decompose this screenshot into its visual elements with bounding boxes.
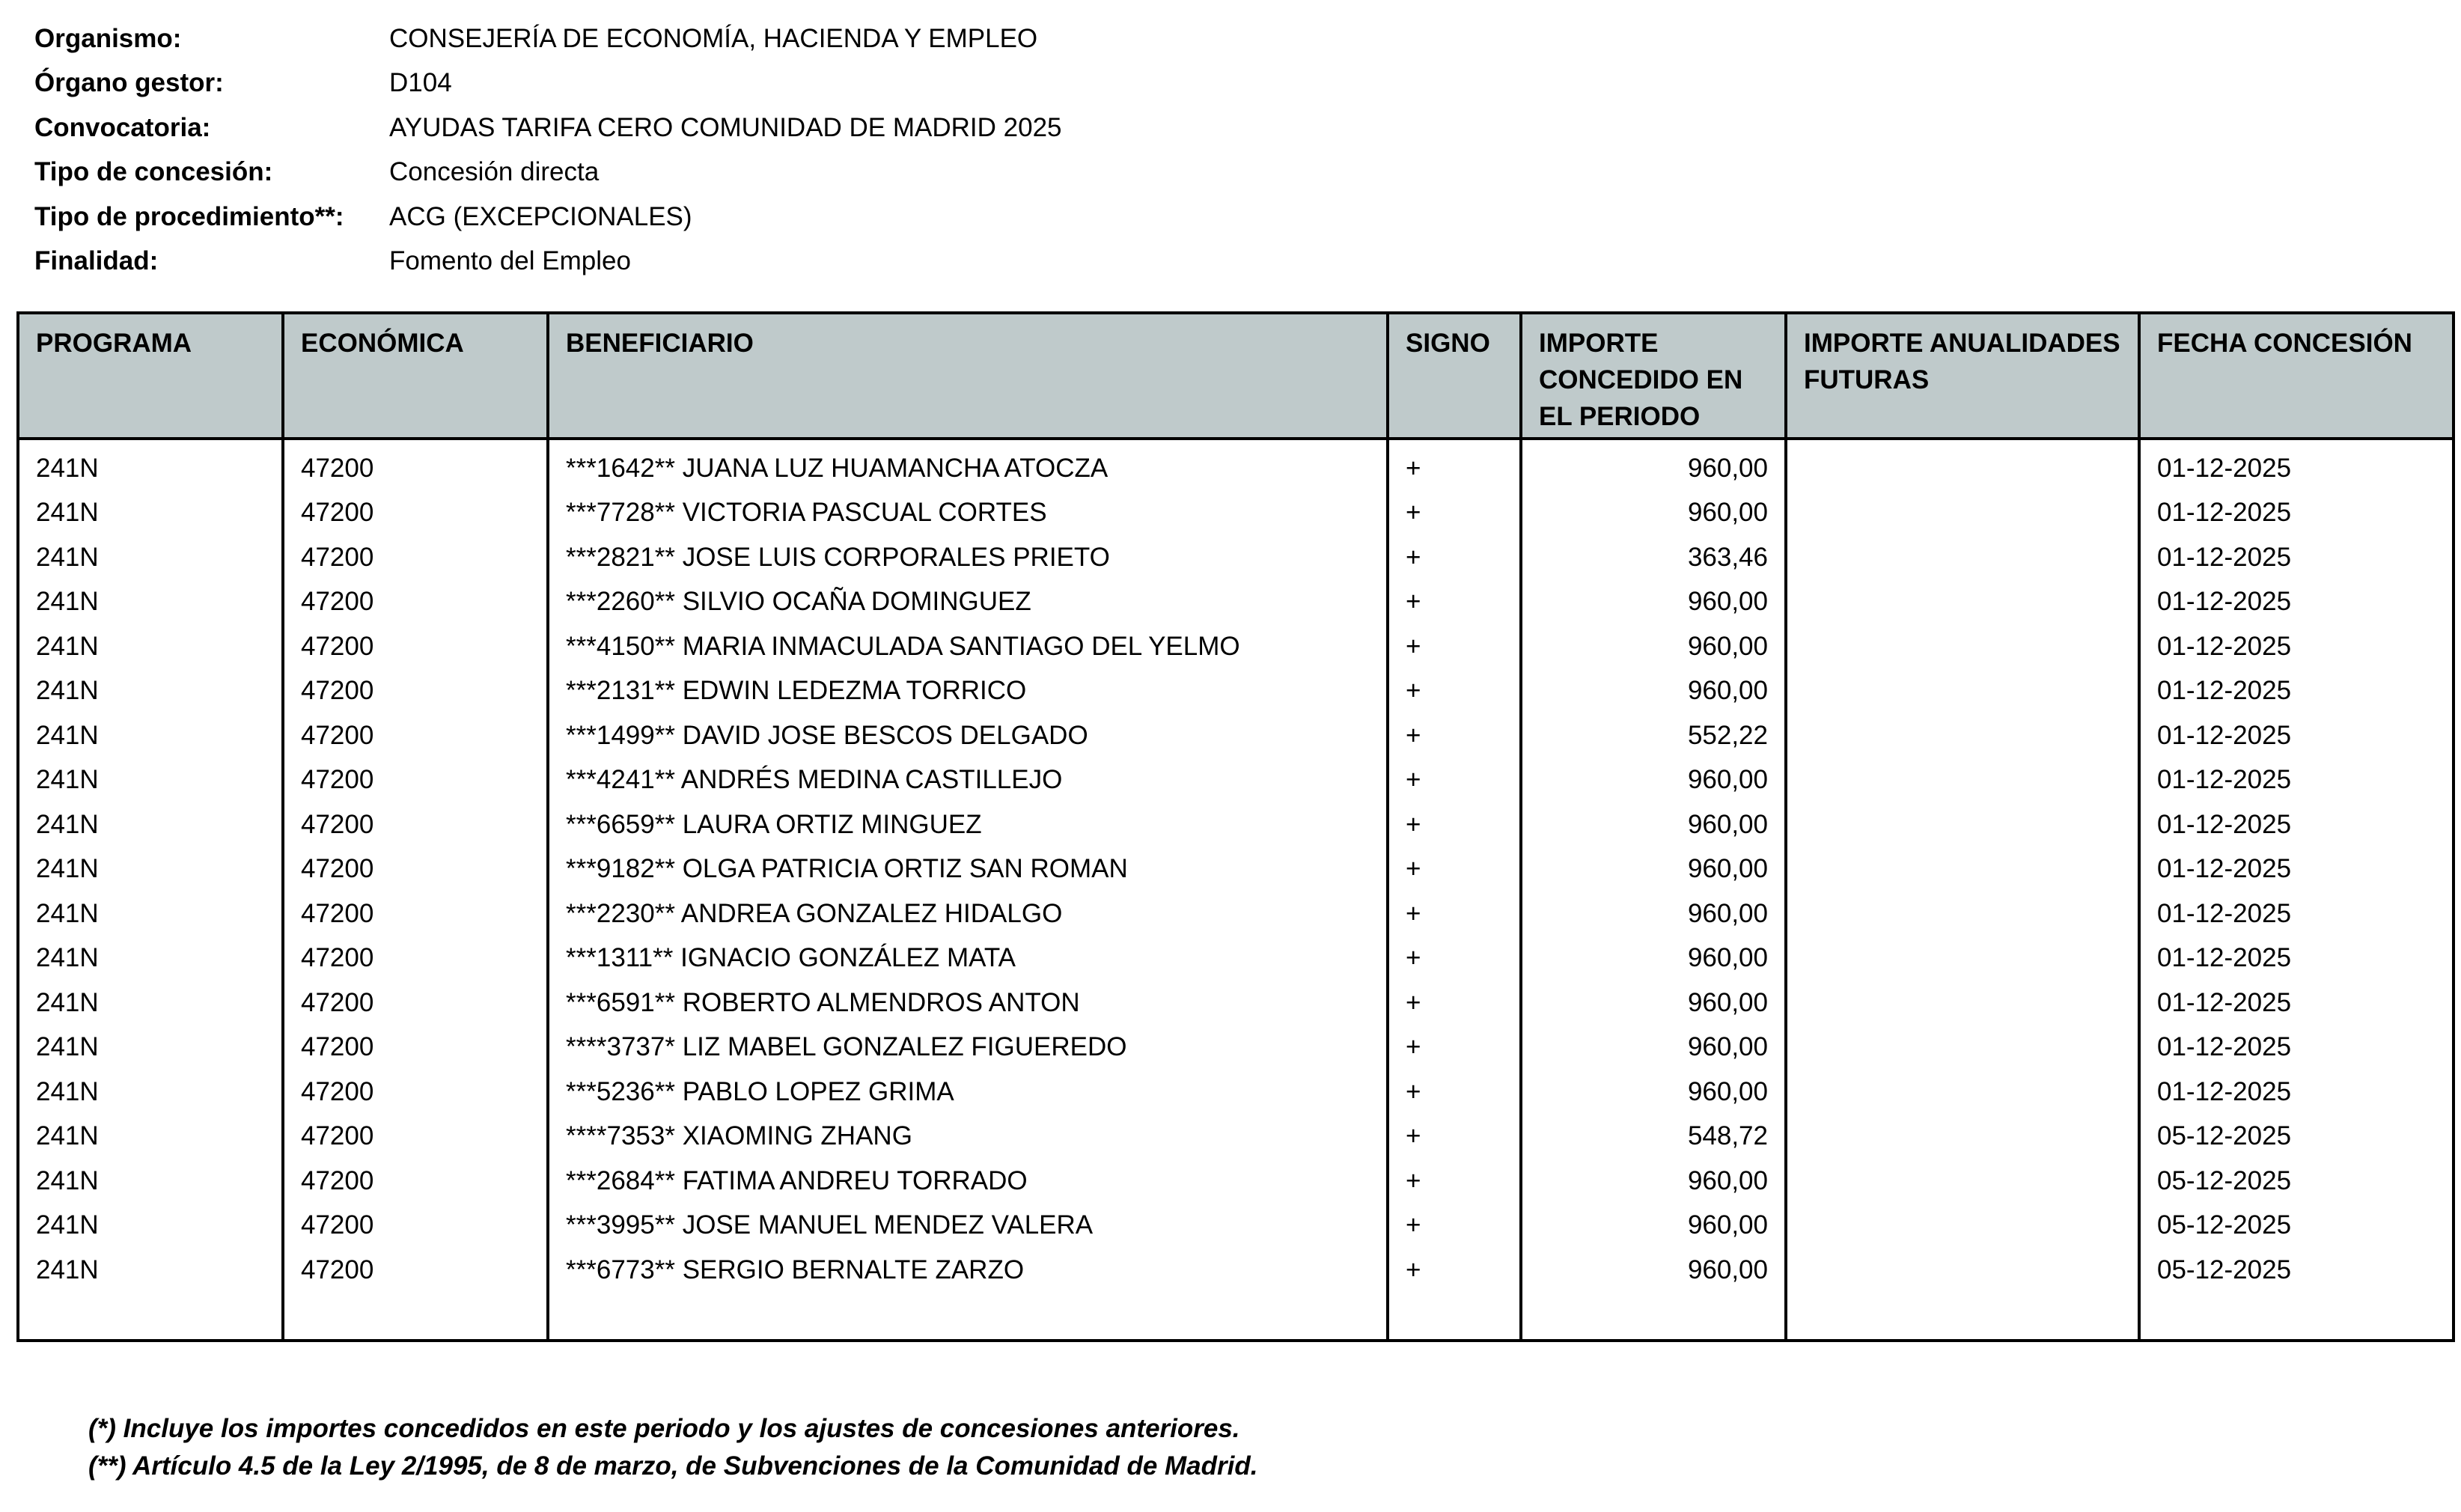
programa-cell: 241N	[18, 847, 283, 892]
fecha-concesion-cell: 01-12-2025	[2139, 535, 2454, 580]
signo-cell: +	[1388, 580, 1521, 625]
importe-concedido-cell: 960,00	[1521, 624, 1786, 669]
beneficiario-cell: ***7728** VICTORIA PASCUAL CORTES	[548, 491, 1388, 536]
economica-cell: 47200	[283, 1159, 548, 1204]
economica-cell: 47200	[283, 891, 548, 936]
importe-anualidades-cell	[1786, 1248, 2139, 1293]
table-row	[18, 535, 2454, 580]
importe-anualidades-cell	[1786, 669, 2139, 714]
table-row	[18, 802, 2454, 847]
signo-cell: +	[1388, 1070, 1521, 1115]
meta-label: Tipo de concesión:	[34, 157, 273, 187]
empty-cell	[2139, 1293, 2454, 1341]
beneficiario-cell: ***2260** SILVIO OCAÑA DOMINGUEZ	[548, 580, 1388, 625]
signo-cell: +	[1388, 491, 1521, 536]
meta-label: Tipo de procedimiento**:	[34, 201, 344, 231]
beneficiario-cell: ***2821** JOSE LUIS CORPORALES PRIETO	[548, 535, 1388, 580]
importe-concedido-cell: 960,00	[1521, 1204, 1786, 1249]
economica-cell: 47200	[283, 713, 548, 758]
beneficiario-cell: ***2230** ANDREA GONZALEZ HIDALGO	[548, 891, 1388, 936]
programa-cell: 241N	[18, 1025, 283, 1070]
table-row	[18, 1159, 2454, 1204]
table-row	[18, 669, 2454, 714]
importe-anualidades-cell	[1786, 802, 2139, 847]
programa-cell: 241N	[18, 981, 283, 1025]
economica-cell: 47200	[283, 758, 548, 803]
signo-cell: +	[1388, 1204, 1521, 1249]
programa-cell: 241N	[18, 713, 283, 758]
economica-cell: 47200	[283, 1070, 548, 1115]
programa-cell: 241N	[18, 669, 283, 714]
meta-label: Órgano gestor:	[34, 68, 224, 98]
fecha-concesion-cell: 05-12-2025	[2139, 1115, 2454, 1159]
programa-cell: 241N	[18, 624, 283, 669]
meta-row-tipo-concesion	[34, 150, 1382, 195]
beneficiario-cell: ****7353* XIAOMING ZHANG	[548, 1115, 1388, 1159]
empty-cell	[1786, 1293, 2139, 1341]
column-header-programa: PROGRAMA	[18, 313, 283, 439]
programa-cell: 241N	[18, 936, 283, 981]
importe-concedido-cell: 548,72	[1521, 1115, 1786, 1159]
importe-anualidades-cell	[1786, 535, 2139, 580]
beneficiario-cell: ***4150** MARIA INMACULADA SANTIAGO DEL YELMO	[548, 624, 1388, 669]
economica-cell: 47200	[283, 439, 548, 491]
signo-cell: +	[1388, 802, 1521, 847]
table-row	[18, 1115, 2454, 1159]
economica-cell: 47200	[283, 669, 548, 714]
beneficiario-cell: ***3995** JOSE MANUEL MENDEZ VALERA	[548, 1204, 1388, 1249]
table-row	[18, 891, 2454, 936]
importe-anualidades-cell	[1786, 847, 2139, 892]
document-metadata	[34, 16, 1382, 284]
meta-row-organo-gestor	[34, 61, 1382, 106]
beneficiario-cell: ***5236** PABLO LOPEZ GRIMA	[548, 1070, 1388, 1115]
programa-cell: 241N	[18, 1159, 283, 1204]
importe-anualidades-cell	[1786, 713, 2139, 758]
column-header-signo: SIGNO	[1388, 313, 1521, 439]
economica-cell: 47200	[283, 936, 548, 981]
importe-concedido-cell: 552,22	[1521, 713, 1786, 758]
beneficiario-cell: ***1642** JUANA LUZ HUAMANCHA ATOCZA	[548, 439, 1388, 491]
importe-anualidades-cell	[1786, 580, 2139, 625]
economica-cell: 47200	[283, 1204, 548, 1249]
beneficiario-cell: ***2684** FATIMA ANDREU TORRADO	[548, 1159, 1388, 1204]
economica-cell: 47200	[283, 802, 548, 847]
footnote-ley: (**) Artículo 4.5 de la Ley 2/1995, de 8 de marzo, de Subvenciones de la Comunidad de Madrid.	[88, 1451, 1258, 1481]
table-row	[18, 1248, 2454, 1293]
importe-concedido-cell: 960,00	[1521, 1070, 1786, 1115]
importe-concedido-cell: 960,00	[1521, 580, 1786, 625]
fecha-concesion-cell: 01-12-2025	[2139, 624, 2454, 669]
fecha-concesion-cell: 01-12-2025	[2139, 936, 2454, 981]
importe-concedido-cell: 960,00	[1521, 891, 1786, 936]
programa-cell: 241N	[18, 1115, 283, 1159]
table-spacer-row	[18, 1293, 2454, 1341]
signo-cell: +	[1388, 535, 1521, 580]
table-row	[18, 580, 2454, 625]
importe-concedido-cell: 960,00	[1521, 1025, 1786, 1070]
signo-cell: +	[1388, 439, 1521, 491]
importe-concedido-cell: 960,00	[1521, 491, 1786, 536]
beneficiario-cell: ***1499** DAVID JOSE BESCOS DELGADO	[548, 713, 1388, 758]
beneficiario-cell: ***4241** ANDRÉS MEDINA CASTILLEJO	[548, 758, 1388, 803]
programa-cell: 241N	[18, 758, 283, 803]
importe-anualidades-cell	[1786, 624, 2139, 669]
table-row	[18, 1025, 2454, 1070]
column-header-importe-anualidades: IMPORTE ANUALIDADES FUTURAS	[1786, 313, 2139, 439]
column-header-economica: ECONÓMICA	[283, 313, 548, 439]
fecha-concesion-cell: 05-12-2025	[2139, 1204, 2454, 1249]
programa-cell: 241N	[18, 802, 283, 847]
empty-cell	[1521, 1293, 1786, 1341]
meta-label: Organismo:	[34, 23, 182, 53]
footnotes	[88, 1410, 1257, 1485]
importe-concedido-cell: 363,46	[1521, 535, 1786, 580]
meta-value: CONSEJERÍA DE ECONOMÍA, HACIENDA Y EMPLEO	[389, 23, 1038, 53]
grants-table	[16, 311, 2455, 1342]
beneficiario-cell: ****3737* LIZ MABEL GONZALEZ FIGUEREDO	[548, 1025, 1388, 1070]
importe-anualidades-cell	[1786, 1070, 2139, 1115]
signo-cell: +	[1388, 669, 1521, 714]
economica-cell: 47200	[283, 1115, 548, 1159]
meta-value: AYUDAS TARIFA CERO COMUNIDAD DE MADRID 2025	[389, 112, 1062, 142]
table-row	[18, 491, 2454, 536]
economica-cell: 47200	[283, 580, 548, 625]
meta-label: Finalidad:	[34, 246, 159, 276]
beneficiario-cell: ***1311** IGNACIO GONZÁLEZ MATA	[548, 936, 1388, 981]
importe-anualidades-cell	[1786, 891, 2139, 936]
signo-cell: +	[1388, 1025, 1521, 1070]
fecha-concesion-cell: 01-12-2025	[2139, 669, 2454, 714]
signo-cell: +	[1388, 1248, 1521, 1293]
fecha-concesion-cell: 05-12-2025	[2139, 1159, 2454, 1204]
economica-cell: 47200	[283, 847, 548, 892]
programa-cell: 241N	[18, 891, 283, 936]
economica-cell: 47200	[283, 535, 548, 580]
signo-cell: +	[1388, 1115, 1521, 1159]
fecha-concesion-cell: 01-12-2025	[2139, 713, 2454, 758]
importe-anualidades-cell	[1786, 981, 2139, 1025]
column-header-beneficiario: BENEFICIARIO	[548, 313, 1388, 439]
fecha-concesion-cell: 01-12-2025	[2139, 1070, 2454, 1115]
meta-row-finalidad	[34, 240, 1382, 284]
beneficiario-cell: ***9182** OLGA PATRICIA ORTIZ SAN ROMAN	[548, 847, 1388, 892]
meta-value: D104	[389, 68, 452, 98]
importe-concedido-cell: 960,00	[1521, 758, 1786, 803]
table-row	[18, 1204, 2454, 1249]
fecha-concesion-cell: 01-12-2025	[2139, 847, 2454, 892]
table-row	[18, 847, 2454, 892]
importe-anualidades-cell	[1786, 936, 2139, 981]
beneficiario-cell: ***2131** EDWIN LEDEZMA TORRICO	[548, 669, 1388, 714]
beneficiario-cell: ***6773** SERGIO BERNALTE ZARZO	[548, 1248, 1388, 1293]
table-row	[18, 439, 2454, 491]
importe-concedido-cell: 960,00	[1521, 1159, 1786, 1204]
empty-cell	[283, 1293, 548, 1341]
signo-cell: +	[1388, 713, 1521, 758]
economica-cell: 47200	[283, 491, 548, 536]
programa-cell: 241N	[18, 580, 283, 625]
signo-cell: +	[1388, 891, 1521, 936]
footnote-importes: (*) Incluye los importes concedidos en este periodo y los ajustes de concesiones anteriores.	[88, 1414, 1240, 1443]
economica-cell: 47200	[283, 981, 548, 1025]
signo-cell: +	[1388, 981, 1521, 1025]
empty-cell	[1388, 1293, 1521, 1341]
beneficiario-cell: ***6659** LAURA ORTIZ MINGUEZ	[548, 802, 1388, 847]
importe-concedido-cell: 960,00	[1521, 802, 1786, 847]
economica-cell: 47200	[283, 624, 548, 669]
fecha-concesion-cell: 01-12-2025	[2139, 802, 2454, 847]
economica-cell: 47200	[283, 1025, 548, 1070]
beneficiario-cell: ***6591** ROBERTO ALMENDROS ANTON	[548, 981, 1388, 1025]
importe-anualidades-cell	[1786, 758, 2139, 803]
fecha-concesion-cell: 01-12-2025	[2139, 580, 2454, 625]
programa-cell: 241N	[18, 439, 283, 491]
importe-concedido-cell: 960,00	[1521, 1248, 1786, 1293]
fecha-concesion-cell: 01-12-2025	[2139, 891, 2454, 936]
signo-cell: +	[1388, 758, 1521, 803]
signo-cell: +	[1388, 936, 1521, 981]
importe-anualidades-cell	[1786, 1159, 2139, 1204]
programa-cell: 241N	[18, 1070, 283, 1115]
importe-anualidades-cell	[1786, 1204, 2139, 1249]
fecha-concesion-cell: 01-12-2025	[2139, 491, 2454, 536]
column-header-importe-concedido: IMPORTE CONCEDIDO EN EL PERIODO	[1521, 313, 1786, 439]
table-row	[18, 758, 2454, 803]
fecha-concesion-cell: 01-12-2025	[2139, 981, 2454, 1025]
meta-label: Convocatoria:	[34, 112, 211, 142]
importe-concedido-cell: 960,00	[1521, 439, 1786, 491]
meta-value: Concesión directa	[389, 157, 600, 187]
table-body	[18, 439, 2454, 1341]
fecha-concesion-cell: 01-12-2025	[2139, 1025, 2454, 1070]
importe-anualidades-cell	[1786, 1025, 2139, 1070]
meta-value: Fomento del Empleo	[389, 246, 631, 276]
fecha-concesion-cell: 01-12-2025	[2139, 439, 2454, 491]
meta-value: ACG (EXCEPCIONALES)	[389, 201, 692, 231]
meta-row-convocatoria	[34, 106, 1382, 150]
signo-cell: +	[1388, 847, 1521, 892]
signo-cell: +	[1388, 1159, 1521, 1204]
importe-concedido-cell: 960,00	[1521, 981, 1786, 1025]
importe-anualidades-cell	[1786, 1115, 2139, 1159]
table-row	[18, 981, 2454, 1025]
importe-anualidades-cell	[1786, 439, 2139, 491]
importe-concedido-cell: 960,00	[1521, 847, 1786, 892]
importe-concedido-cell: 960,00	[1521, 669, 1786, 714]
fecha-concesion-cell: 01-12-2025	[2139, 758, 2454, 803]
programa-cell: 241N	[18, 1248, 283, 1293]
table-row	[18, 1070, 2454, 1115]
table-row	[18, 624, 2454, 669]
signo-cell: +	[1388, 624, 1521, 669]
programa-cell: 241N	[18, 491, 283, 536]
importe-concedido-cell: 960,00	[1521, 936, 1786, 981]
table-row	[18, 936, 2454, 981]
empty-cell	[548, 1293, 1388, 1341]
meta-row-tipo-procedimiento	[34, 195, 1382, 240]
column-header-fecha-concesion: FECHA CONCESIÓN	[2139, 313, 2454, 439]
programa-cell: 241N	[18, 1204, 283, 1249]
fecha-concesion-cell: 05-12-2025	[2139, 1248, 2454, 1293]
table-row	[18, 713, 2454, 758]
meta-row-organismo	[34, 16, 1382, 61]
table-header-row	[18, 313, 2454, 439]
economica-cell: 47200	[283, 1248, 548, 1293]
empty-cell	[18, 1293, 283, 1341]
programa-cell: 241N	[18, 535, 283, 580]
importe-anualidades-cell	[1786, 491, 2139, 536]
